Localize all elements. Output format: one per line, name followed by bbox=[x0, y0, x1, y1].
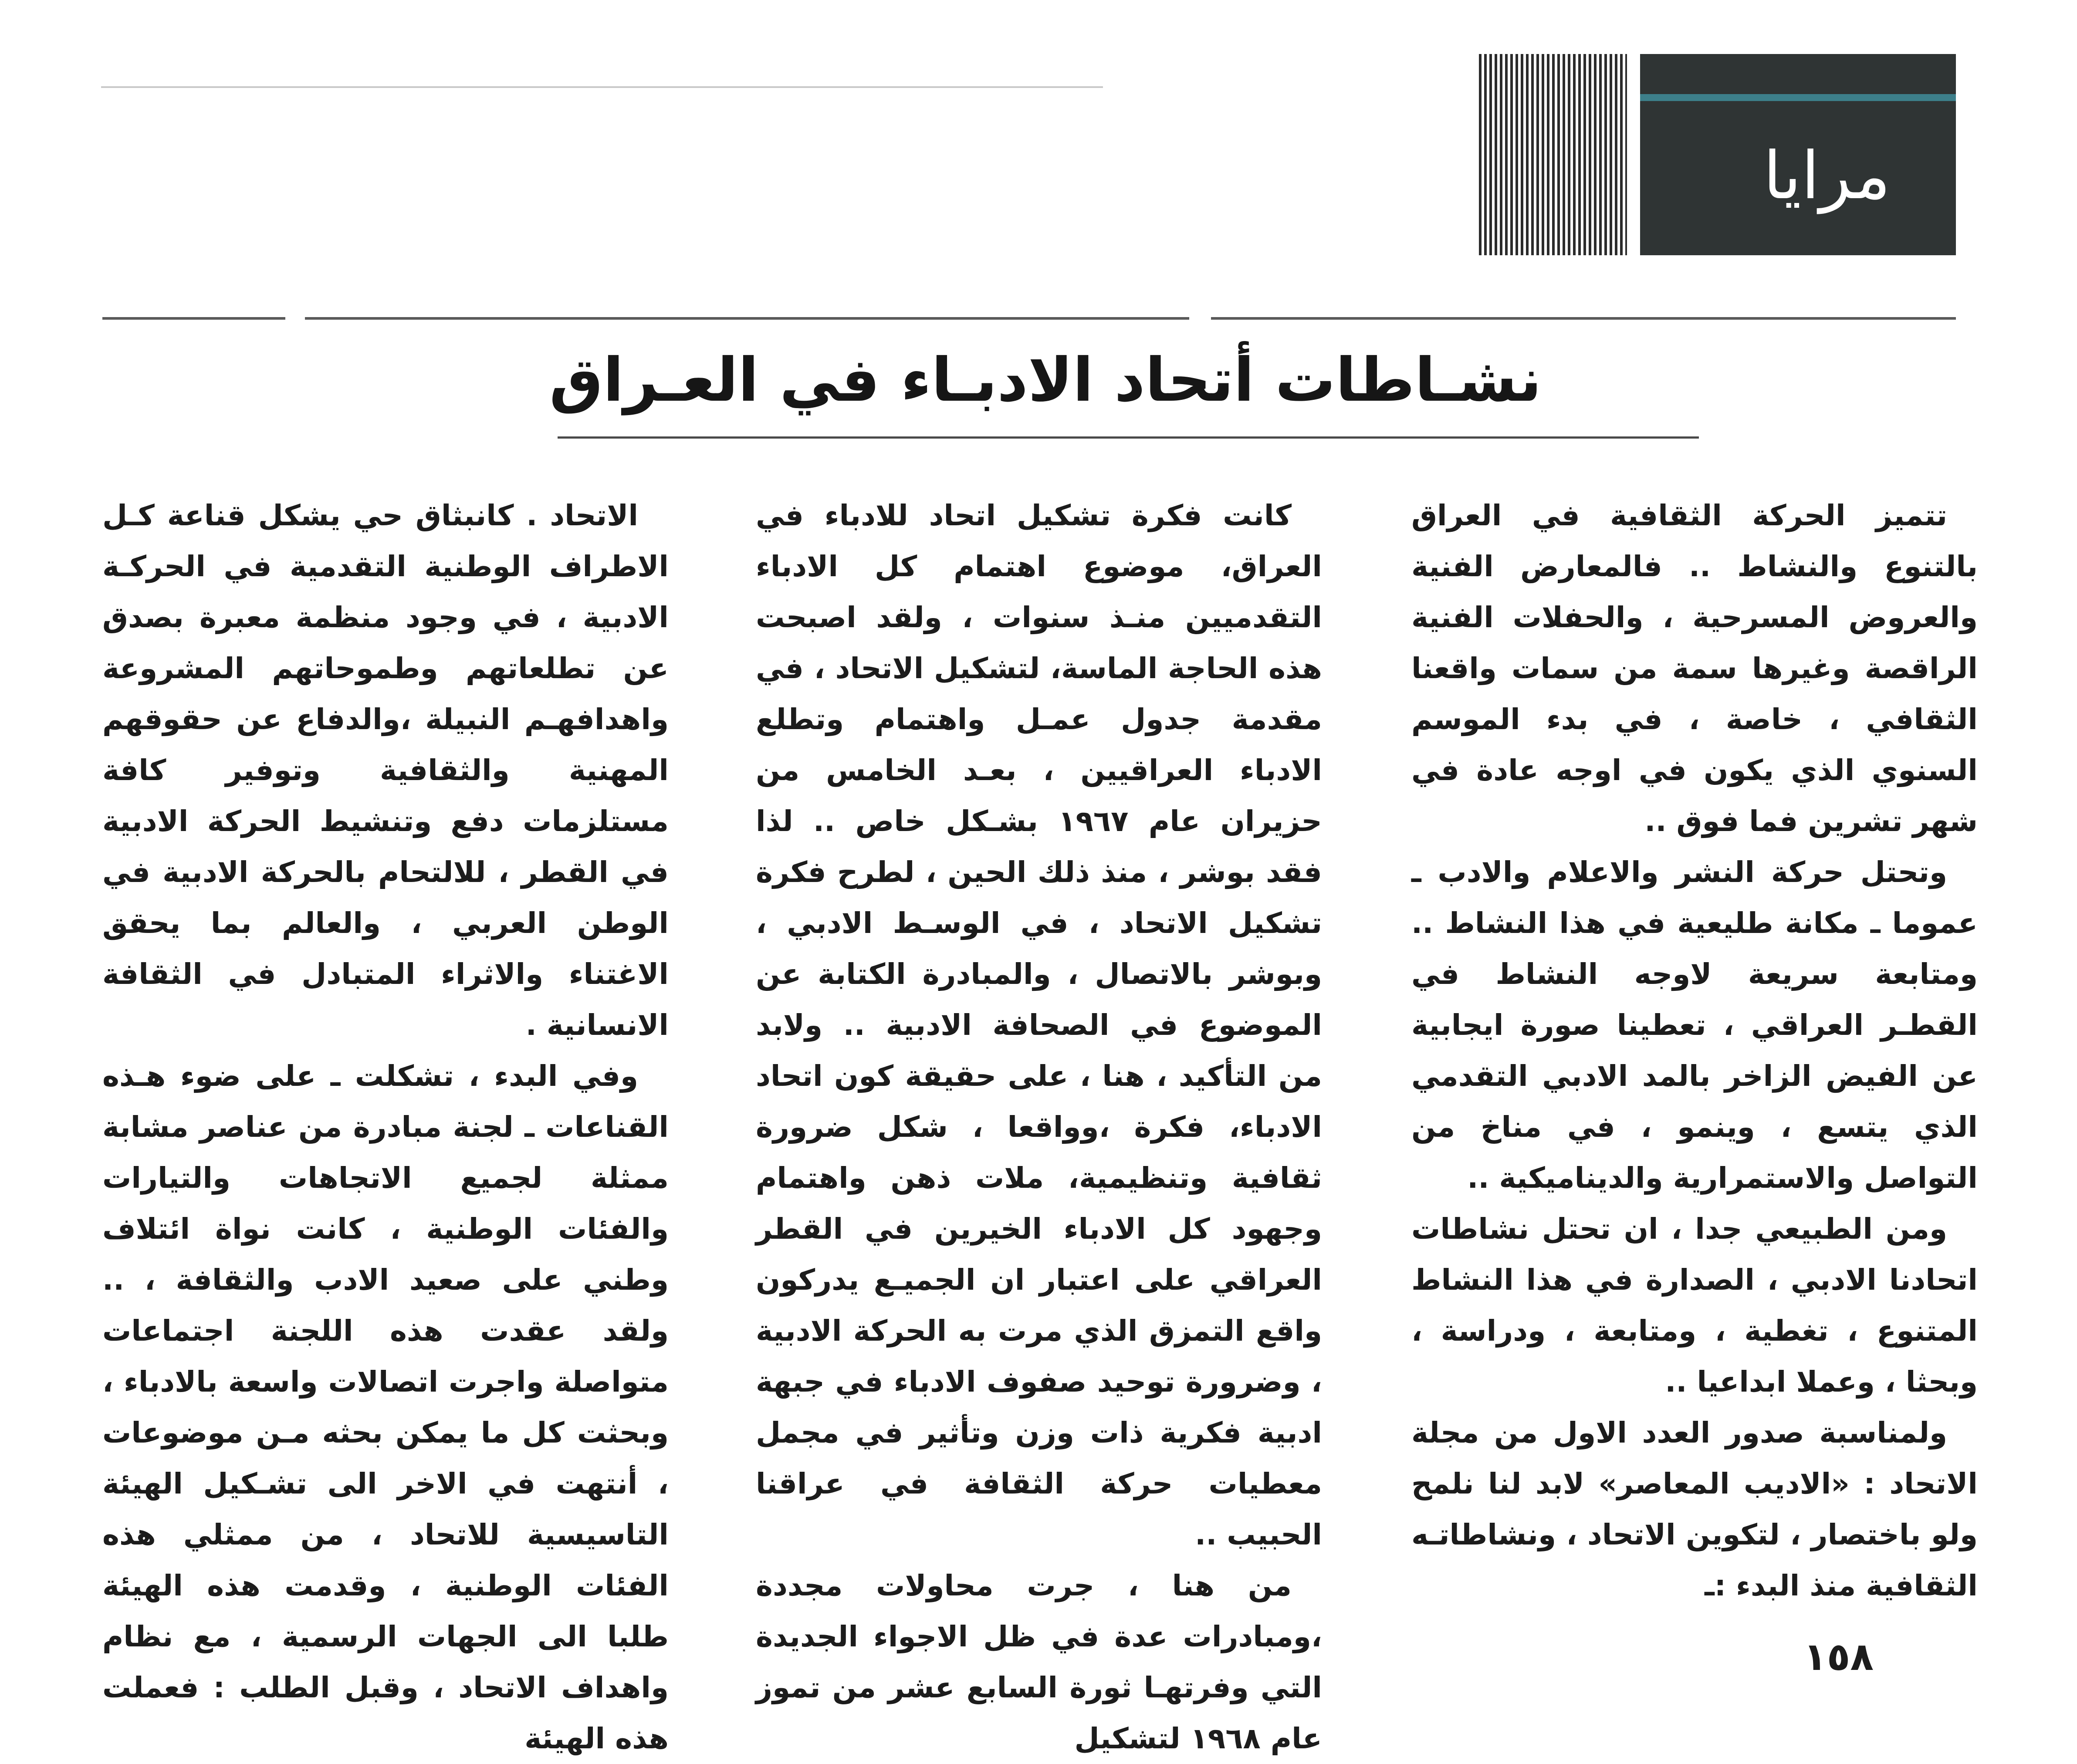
header-rule-segment bbox=[1211, 317, 1956, 320]
paragraph: ولمناسبة صدور العدد الاول من مجلة الاتحاد : «الاديب المعاصر» لابد لنا نلمح ولو باختصار ، لتكوين الاتحاد ، ونشاطاتـه الثقافية منذ البدء :ـ bbox=[1411, 1416, 1978, 1602]
article-column-right bbox=[1411, 490, 1978, 1611]
paragraph: من هنا ، جرت محاولات مجددة ،ومبادرات عدة في ظل الاجواء الجديدة التي وفرتهـا ثورة السابع عشر من تموز عام ١٩٦٨ لتشكيل bbox=[756, 1569, 1322, 1755]
article-title: نشـاطات أتحاد الادبـاء في العـراق bbox=[549, 345, 1542, 415]
paragraph: كانت فكرة تشكيل اتحاد للادباء في العراق، موضوع اهتمام كل الادباء التقدميين منـذ سنوات ، ولقد اصبحت هذه الحاجة الماسة، لتشكيل الاتحاد ، في مقدمة جدول عمـل واهتمام وتطلع الادباء العراقيين ، بعـد الخامس من حزيران عام ١٩٦٧ بشـكل خاص .. لذا فقد بوشر ، منذ ذلك الحين ، لطرح فكرة تشكيل الاتحاد ، في الوسـط الادبي ، وبوشر بالاتصال ، والمبادرة الكتابة عن الموضوع في الصحافة الادبية .. ولابد من التأكيد ، هنا ، على حقيقة كون اتحاد الادباء، فكرة ،وواقعا ، شكل ضرورة ثقافية وتنظيمية، ملات ذهن واهتمام وجهود كل الادباء الخيرين في القطر العراقي على اعتبار ان الجميـع يدركون واقع التمزق الذي مرت به الحركة الادبية ، وضرورة توحيد صفوف الادباء في جبهة ادبية فكرية ذات وزن وتأثير في مجمل معطيات حركة الثقافة في عراقنا الحبيب .. bbox=[756, 499, 1322, 1551]
header-rule-segment bbox=[102, 317, 285, 320]
article-column-middle bbox=[756, 490, 1322, 1764]
paragraph: تتميز الحركة الثقافية في العراق بالتنوع والنشاط .. فالمعارض الفنية والعروض المسرحية ، والحفلات الفنية الراقصة وغيرها سمة من سمات واقعنا الثقافي ، خاصة ، في بدء الموسم السنوي الذي يكون في اوجه عادة في شهر تشرين فما فوق .. bbox=[1411, 499, 1978, 838]
paragraph: الاتحاد . كانبثاق حي يشكل قناعة كـل الاطراف الوطنية التقدمية في الحركـة الادبية ، في وجود منظمة معبرة بصدق عن تطلعاتهم وطموحاتهم المشروعة واهدافهـم النبيلة ،والدفاع عن حقوقهم المهنية والثقافية وتوفير كافة مستلزمات دفع وتنشيط الحركة الادبية في القطر ، للالتحام بالحركة الادبية في الوطن العربي ، والعالم بما يحقق الاغتناء والاثراء المتبادل في الثقافة الانسانية . bbox=[102, 499, 669, 1042]
paragraph: ومن الطبيعي جدا ، ان تحتل نشاطات اتحادنا الادبي ، الصدارة في هذا النشاط المتنوع ، تغطية ، ومتابعة ، ودراسة ، وبحثا ، وعملا ابداعيا .. bbox=[1411, 1212, 1978, 1399]
paragraph: وفي البدء ، تشكلت ـ على ضوء هـذه القناعات ـ لجنة مبادرة من عناصر مشابة ممثلة لجميع الاتجاهات والتيارات والفئات الوطنية ، كانت نواة ائتلاف وطني على صعيد الادب والثقافة ، .. ولقد عقدت هذه اللجنة اجتماعات متواصلة واجرت اتصالات واسعة بالادباء ، وبحثت كل ما يمكن بحثه مـن موضوعات ، أنتهت في الاخر الى تشـكيل الهيئة التاسيسية للاتحاد ، من ممثلي هذه الفئات الوطنية ، وقدمت هذه الهيئة طلبا الى الجهات الرسمية ، مع نظام واهداف الاتحاد ، وقبل الطلب : فعملت هذه الهيئة bbox=[102, 1059, 669, 1755]
section-title: مرايا bbox=[1763, 138, 1891, 214]
masthead-stripe-block bbox=[1479, 54, 1627, 255]
header-rule-segment bbox=[305, 317, 1189, 320]
title-underline bbox=[558, 436, 1699, 439]
paragraph: وتحتل حركة النشر والاعلام والادب ـ عموما ـ مكانة طليعية في هذا النشاط .. ومتابعة سريعة لاوجه النشاط في القطـر العراقي ، تعطينا صورة ايجابية عن الفيض الزاخر بالمد الادبي التقدمي الذي يتسع ، وينمو ، في مناخ من التواصل والاستمرارية والديناميكية .. bbox=[1411, 855, 1978, 1195]
article-column-left bbox=[102, 490, 669, 1764]
masthead-accent-band bbox=[1640, 94, 1956, 101]
top-decorative-rule bbox=[101, 86, 1103, 88]
section-masthead bbox=[1640, 54, 1956, 255]
page-number: ١٥٨ bbox=[1803, 1634, 1874, 1679]
